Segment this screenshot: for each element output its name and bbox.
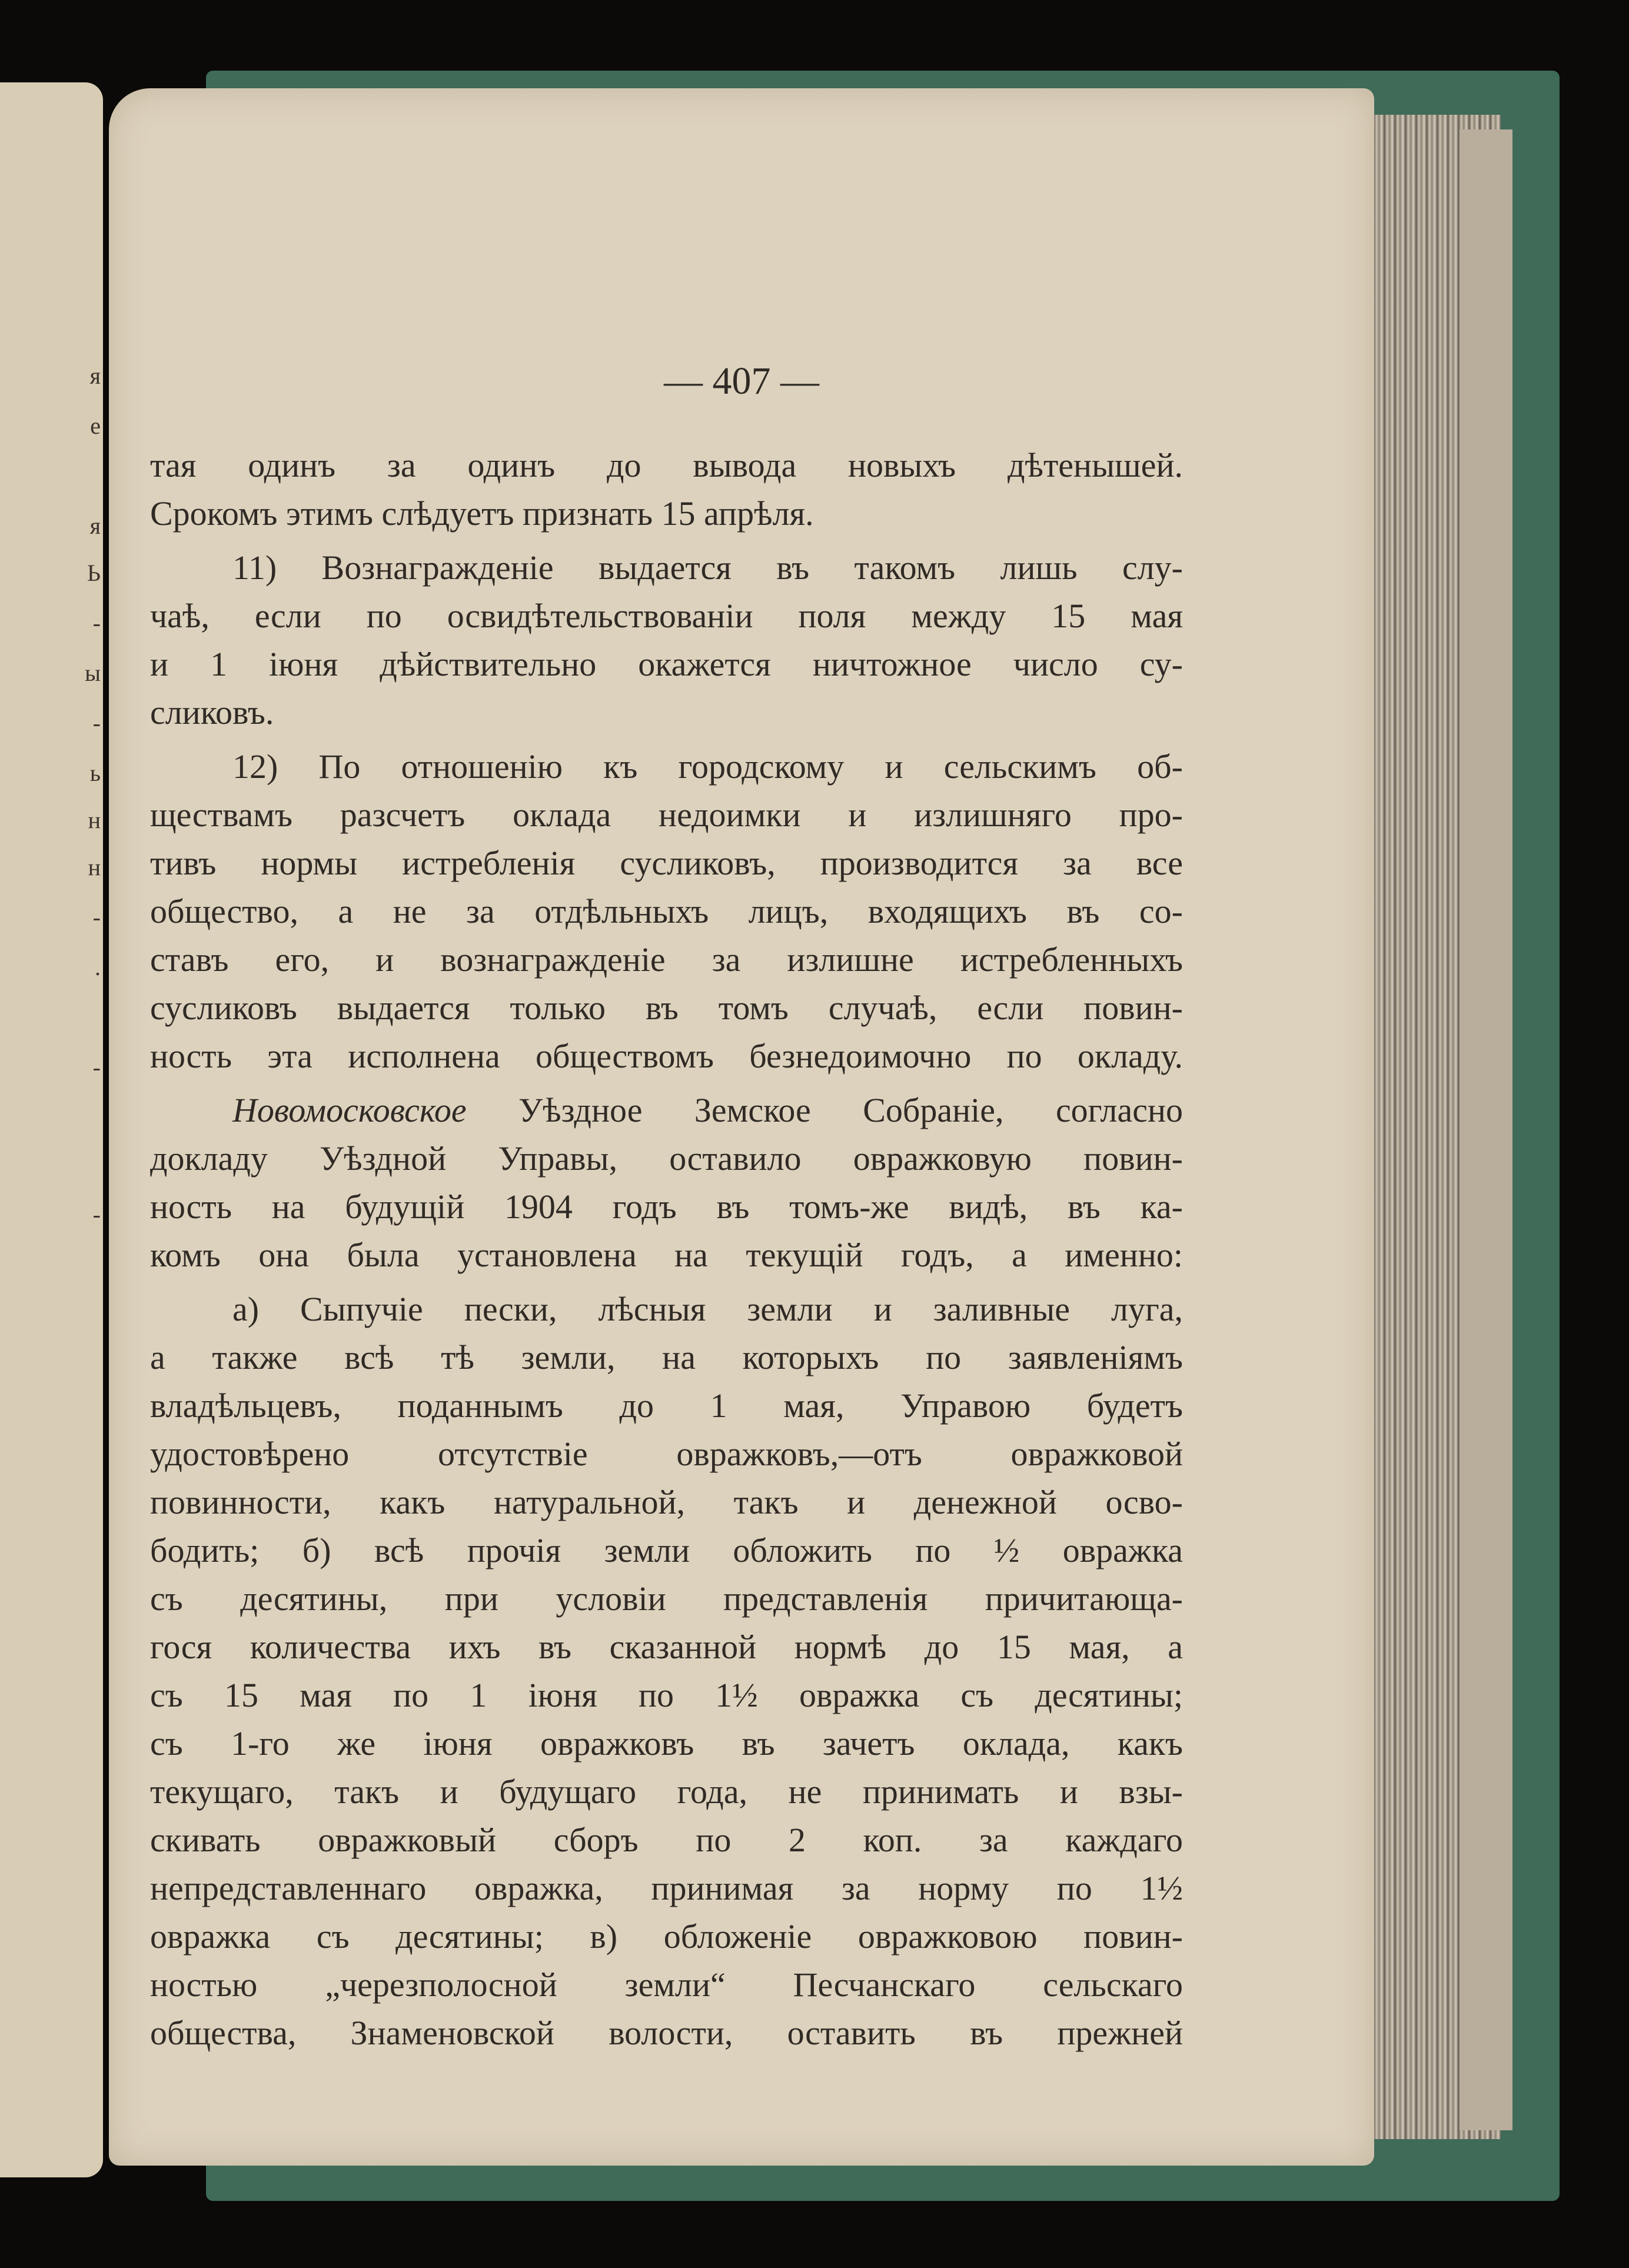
- text-line: ставъ его, и вознагражденіе за излишне истребленныхъ: [150, 940, 1183, 979]
- page-body: [150, 441, 1183, 2057]
- book-page: [109, 88, 1374, 2166]
- text-line: сликовъ.: [150, 693, 274, 731]
- item-a-start: а) Сыпучіе пески, лѣсныя земли и заливные луга,: [232, 1290, 1183, 1328]
- text-line: гося количества ихъ въ сказанной нормѣ до 15 мая, а: [150, 1628, 1183, 1666]
- left-page-fragment: н: [88, 807, 101, 833]
- text-line: и 1 іюня дѣйствительно окажется ничтожное число су-: [150, 645, 1183, 683]
- text-line: Срокомъ этимъ слѣдуетъ признать 15 апрѣля.: [150, 494, 814, 533]
- left-page-fragment: -: [92, 904, 101, 930]
- text-line-continuation: Уѣздное Земское Собраніе, согласно: [518, 1091, 1183, 1129]
- left-page-fragment: е: [90, 413, 101, 439]
- text-line: докладу Уѣздной Управы, оставило овражковую повин-: [150, 1139, 1183, 1178]
- left-page-fragment: -: [92, 610, 101, 636]
- text-line: чаѣ, если по освидѣтельствованіи поля между 15 мая: [150, 597, 1183, 635]
- text-line: ность на будущій 1904 годъ въ томъ-же видѣ, въ ка-: [150, 1188, 1183, 1226]
- left-page-fragment: .: [95, 954, 101, 980]
- paragraph-12-start: 12) По отношенію къ городскому и сельскимъ об-: [232, 747, 1183, 786]
- left-page-fragment: я: [89, 513, 101, 539]
- left-page-fragment: ы: [85, 660, 101, 686]
- novomoskovsk-paragraph-start: [150, 1086, 1183, 1135]
- left-page-fragment: -: [92, 1201, 101, 1228]
- text-line: владѣльцевъ, поданнымъ до 1 мая, Управою будетъ: [150, 1386, 1183, 1425]
- text-line: скивать овражковый сборъ по 2 коп. за каждаго: [150, 1821, 1183, 1859]
- left-facing-page: [0, 82, 103, 2177]
- text-line: тивъ нормы истребленія сусликовъ, производится за все: [150, 844, 1183, 882]
- left-page-fragment: -: [92, 710, 101, 736]
- text-line: непредставленнаго овражка, принимая за норму по 1½: [150, 1869, 1183, 1907]
- text-line: общество, а не за отдѣльныхъ лицъ, входящихъ въ со-: [150, 892, 1183, 930]
- text-line: а также всѣ тѣ земли, на которыхъ по заявленіямъ: [150, 1338, 1183, 1376]
- text-line: текущаго, такъ и будущаго года, не принимать и взы-: [150, 1773, 1183, 1811]
- text-line: повинности, какъ натуральной, такъ и денежной осво-: [150, 1483, 1183, 1521]
- text-line: общества, Знаменовской волости, оставить въ прежней: [150, 2014, 1183, 2052]
- text-line: сусликовъ выдается только въ томъ случаѣ, если повин-: [150, 989, 1183, 1027]
- text-line: ществамъ разсчетъ оклада недоимки и излишняго про-: [150, 796, 1183, 834]
- text-line: бодить; б) всѣ прочія земли обложить по ½ овражка: [150, 1531, 1183, 1569]
- text-line: комъ она была установлена на текущій годъ, а именно:: [150, 1236, 1183, 1274]
- text-line: ность эта исполнена обществомъ безнедоимочно по окладу.: [150, 1037, 1183, 1075]
- left-page-fragment: -: [92, 1054, 101, 1080]
- left-page-fragment: н: [88, 854, 101, 880]
- page-edges-shade: [1460, 129, 1512, 2130]
- left-page-fragment: Ь: [87, 560, 101, 586]
- text-line: съ десятины, при условіи представленія причитающа-: [150, 1579, 1183, 1618]
- text-line: тая одинъ за одинъ до вывода новыхъ дѣтенышей.: [150, 446, 1183, 484]
- page-number: — 407 —: [664, 360, 819, 403]
- text-line: ностью „черезполосной земли“ Песчанскаго сельскаго: [150, 1966, 1183, 2004]
- left-page-fragment: ь: [89, 760, 101, 786]
- left-page-fragment: я: [89, 363, 101, 389]
- italic-county-name: Новомосковское: [232, 1091, 467, 1129]
- paragraph-11-start: 11) Вознагражденіе выдается въ такомъ лишь слу-: [232, 548, 1183, 587]
- text-line: съ 15 мая по 1 іюня по 1½ овражка съ десятины;: [150, 1676, 1183, 1714]
- text-line: овражка съ десятины; в) обложеніе овражковою повин-: [150, 1917, 1183, 1956]
- text-line: съ 1-го же іюня овражковъ въ зачетъ оклада, какъ: [150, 1724, 1183, 1762]
- text-line: удостовѣрено отсутствіе овражковъ,—отъ овражковой: [150, 1435, 1183, 1473]
